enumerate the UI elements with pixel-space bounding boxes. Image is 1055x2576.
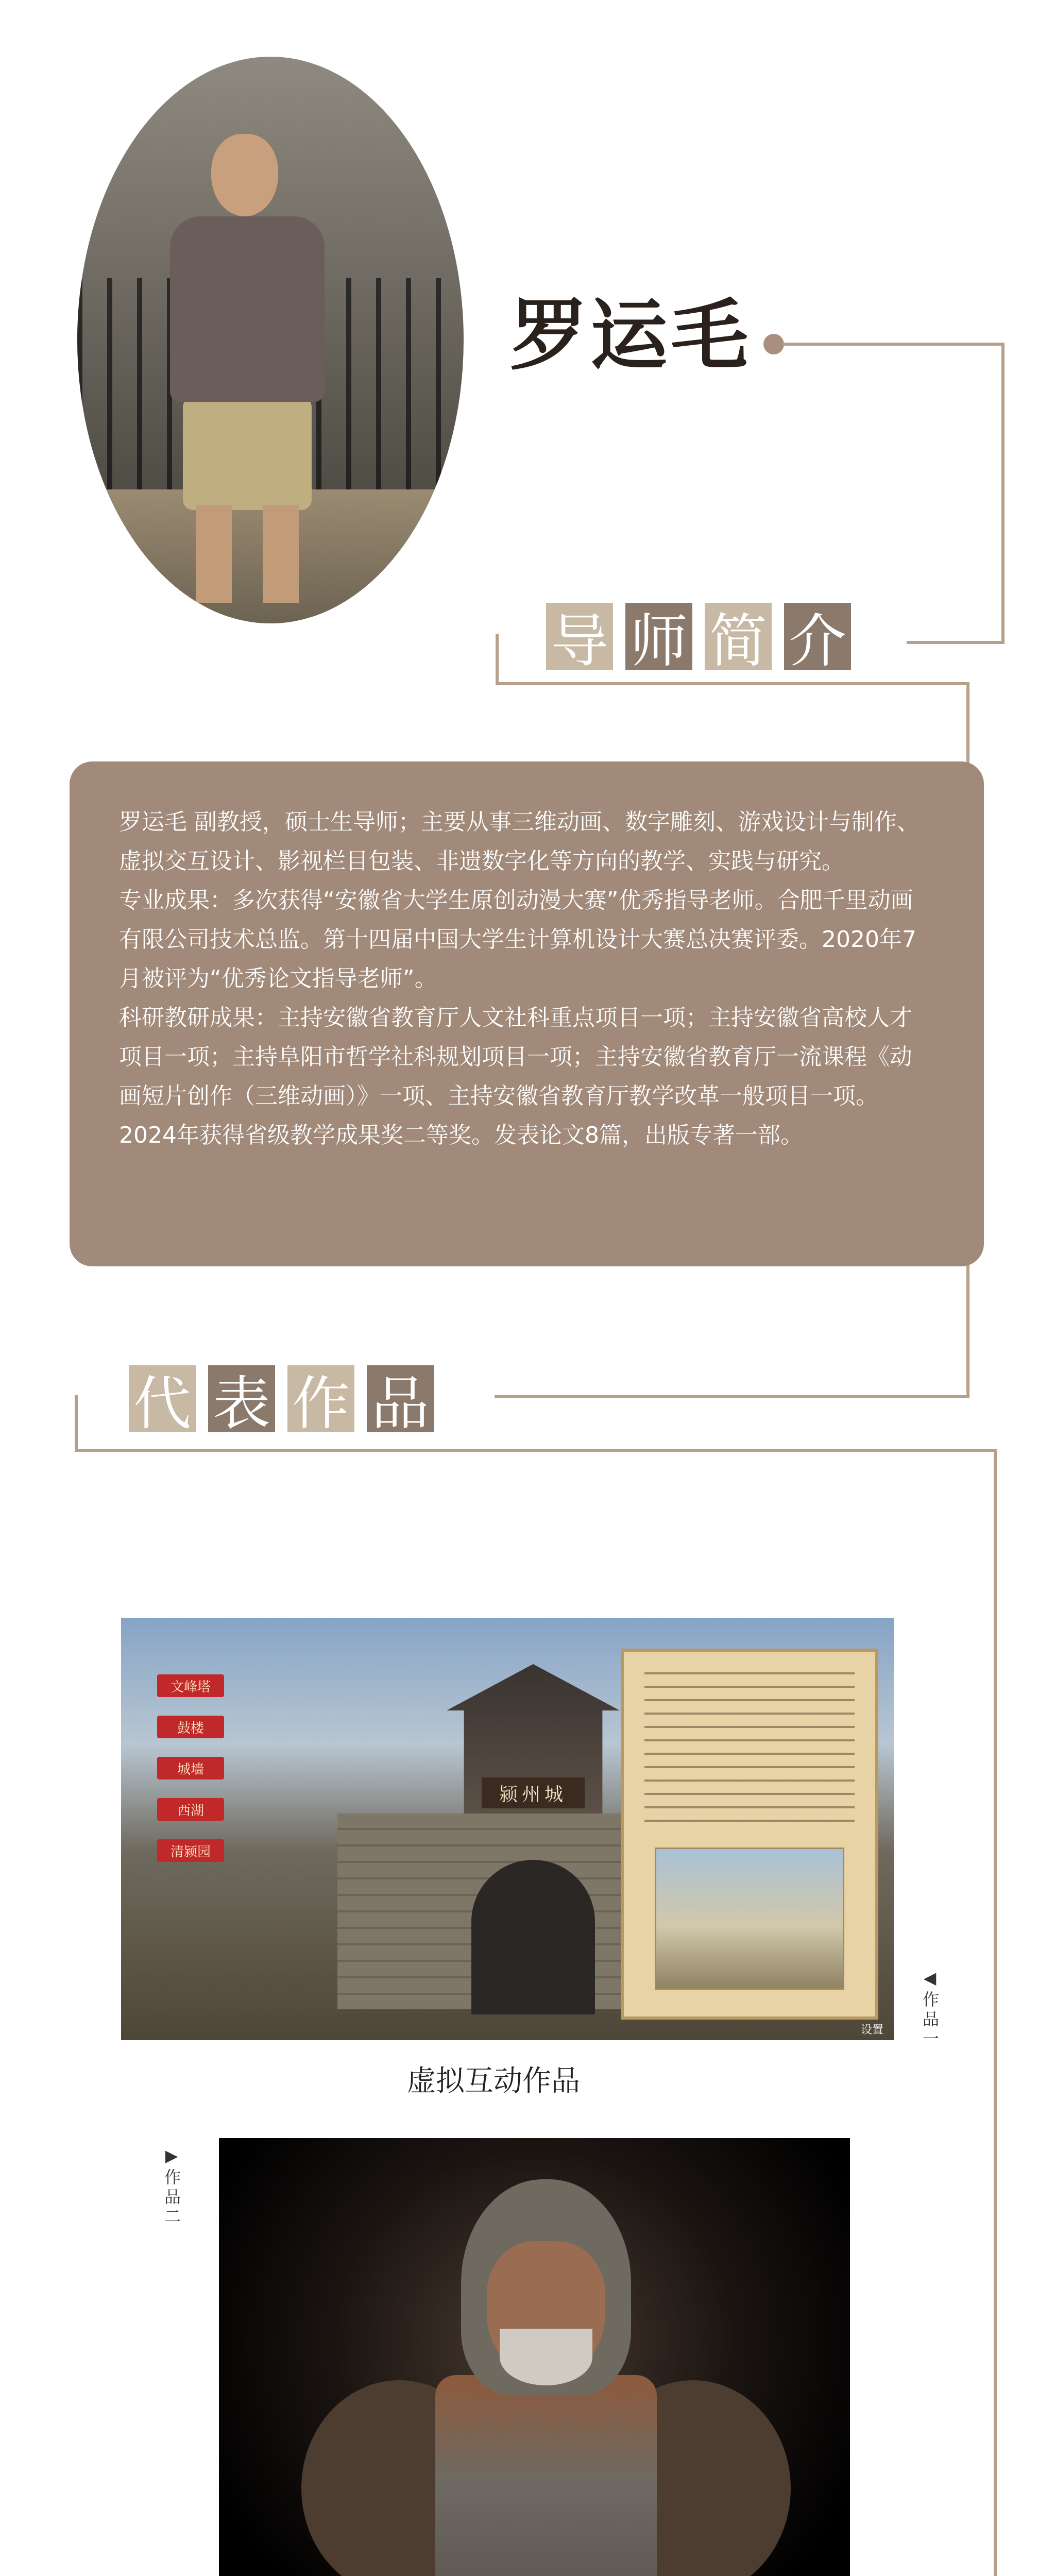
connector-line	[783, 343, 1005, 346]
digital-sculpture-main	[219, 2138, 850, 2576]
intro-paragraph: 罗运毛 副教授，硕士生导师；主要从事三维动画、数字雕刻、游戏设计与制作、虚拟交互设计、影视栏目包装、非遗数字化等方向的教学、实践与研究。	[119, 809, 920, 874]
menu-item[interactable]: 城墙	[157, 1757, 224, 1780]
title-char: 师	[625, 603, 692, 670]
portrait-photo	[77, 57, 464, 623]
frame-line	[994, 1449, 997, 2576]
section-title-works	[129, 1365, 434, 1437]
title-char: 作	[287, 1365, 354, 1432]
intro-paragraph: 专业成果：多次获得“安徽省大学生原创动漫大赛”优秀指导老师。合肥千里动画有限公司技术总监。第十四届中国大学生计算机设计大赛总决赛评委。2020年7月被评为“优秀论文指导老师”。	[119, 887, 916, 992]
title-char: 介	[784, 603, 851, 670]
work1-side-label: ◀作品一	[920, 1968, 940, 2049]
frame-line	[495, 1395, 969, 1398]
settings-button[interactable]: 设置	[860, 2024, 883, 2037]
bullet-dot	[763, 334, 784, 354]
section-title-intro	[546, 603, 851, 675]
work2-side-label: ▶作品二	[162, 2146, 181, 2227]
info-scroll	[621, 1649, 878, 2020]
intro-box	[70, 761, 984, 1266]
connector-line	[907, 641, 1005, 644]
title-char: 品	[367, 1365, 434, 1432]
frame-line	[75, 1395, 78, 1452]
work1-caption: 虚拟互动作品	[407, 2064, 580, 2098]
menu-item[interactable]: 清颍园	[157, 1839, 224, 1862]
frame-line	[75, 1449, 997, 1452]
title-char: 导	[546, 603, 613, 670]
title-char: 表	[208, 1365, 275, 1432]
menu-item[interactable]: 鼓楼	[157, 1716, 224, 1738]
title-char: 代	[129, 1365, 196, 1432]
frame-line	[496, 634, 499, 685]
gate-sign: 颍州城	[482, 1777, 585, 1808]
virtual-interactive-screenshot	[121, 1618, 894, 2040]
connector-line	[1001, 343, 1005, 644]
title-char: 简	[705, 603, 772, 670]
menu-item[interactable]: 西湖	[157, 1798, 224, 1821]
menu-item[interactable]: 文峰塔	[157, 1674, 224, 1697]
frame-line	[496, 682, 969, 685]
teacher-name: 罗运毛	[510, 290, 752, 381]
intro-paragraph: 科研教研成果：主持安徽省教育厅人文社科重点项目一项；主持安徽省高校人才项目一项；主持阜阳市哲学社科规划项目一项；主持安徽省教育厅一流课程《动画短片创作（三维动画）》一项、主持安徽省教育厅教学改革一般项目一项。2024年获得省级教学成果奖二等奖。发表论文8篇，出版专著一部。	[119, 1005, 912, 1148]
